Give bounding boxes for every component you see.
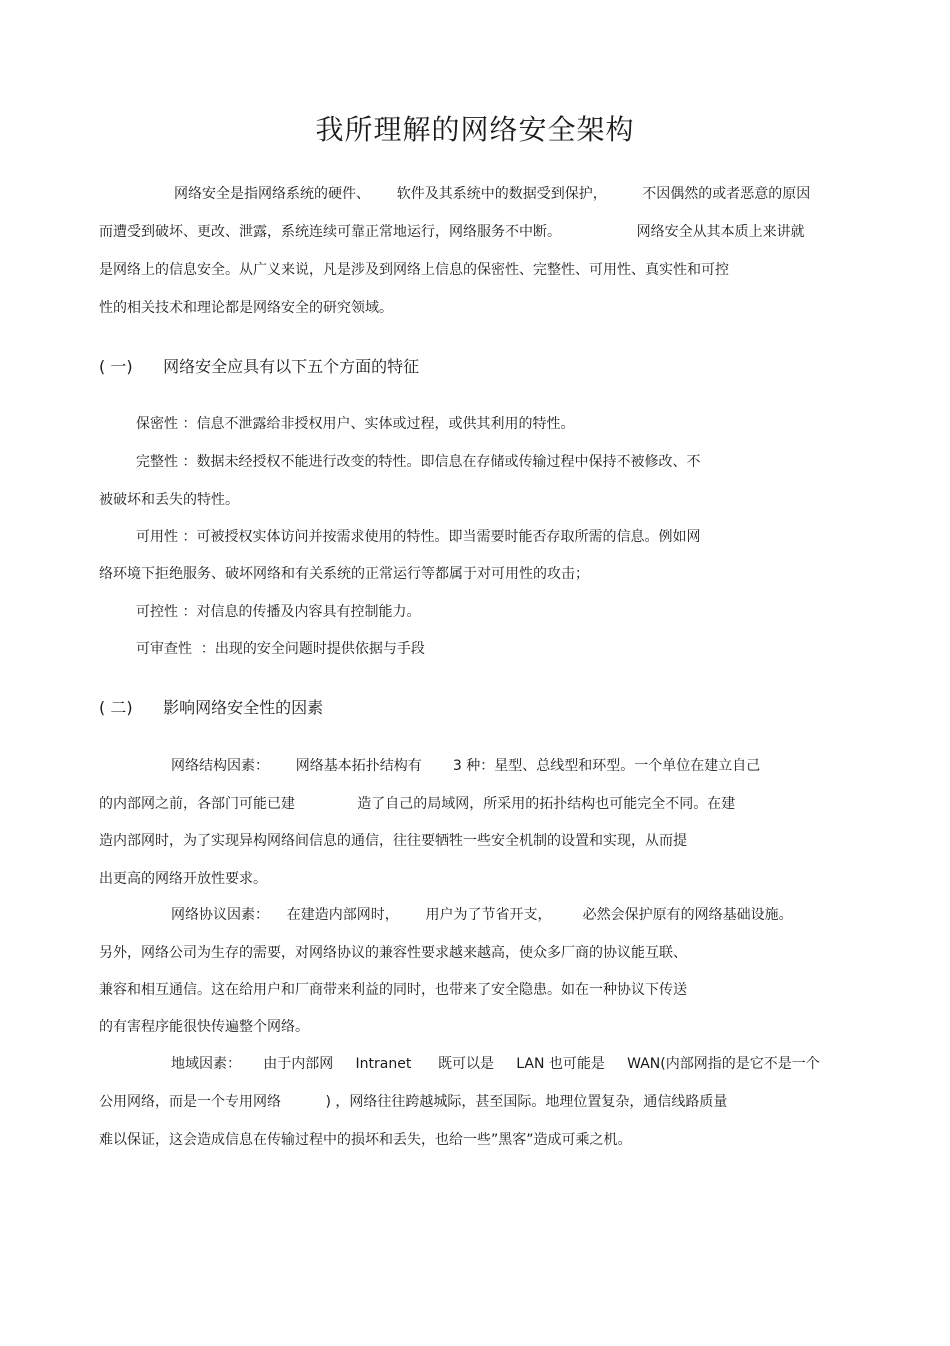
intro-line-3: 是网络上的信息安全。从广义来说，凡是涉及到网络上信息的保密性、完整性、可用性、真实性和可控 — [99, 262, 729, 278]
intro-line-1: 网络安全是指网络系统的硬件、 软件及其系统中的数据受到保护， 不因偶然的或者恶意的原因 — [174, 186, 811, 202]
section-2-line-2: 的内部网之前，各部门可能已建 造了自己的局域网，所采用的拓扑结构也可能完全不同。在建 — [99, 796, 736, 812]
section-1-line-5: 络环境下拒绝服务、破坏网络和有关系统的正常运行等都属于对可用性的攻击； — [99, 566, 589, 582]
section-2-line-8: 的有害程序能很快传遍整个网络。 — [99, 1019, 309, 1035]
section-1-line-3: 被破坏和丢失的特性。 — [99, 492, 239, 508]
intro-line-2: 而遭受到破坏、更改、泄露，系统连续可靠正常地运行，网络服务不中断。 网络安全从其本质上来讲就 — [99, 224, 805, 240]
intro-line-4: 性的相关技术和理论都是网络安全的研究领域。 — [99, 300, 393, 316]
section-2-line-4: 出更高的网络开放性要求。 — [99, 871, 267, 887]
section-2-heading: ( 二) 影响网络安全性的因素 — [99, 698, 324, 717]
section-1-line-6: 可控性 ：对信息的传播及内容具有控制能力。 — [136, 604, 421, 620]
section-2-line-11: 难以保证，这会造成信息在传输过程中的损坏和丢失，也给一些”黑客”造成可乘之机。 — [99, 1132, 632, 1148]
section-2-line-9: 地域因素： 由于内部网 Intranet 既可以是 LAN 也可能是 WAN(内部网指的是它不是一个 — [171, 1056, 820, 1072]
section-1-line-1: 保密性 ：信息不泄露给非授权用户、实体或过程，或供其利用的特性。 — [136, 416, 575, 432]
section-1-line-2: 完整性 ：数据未经授权不能进行改变的特性。即信息在存储或传输过程中保持不被修改、不 — [136, 454, 701, 470]
section-1-line-4: 可用性 ：可被授权实体访问并按需求使用的特性。即当需要时能否存取所需的信息。例如网 — [136, 529, 701, 545]
section-2-line-7: 兼容和相互通信。这在给用户和厂商带来利益的同时，也带来了安全隐患。如在一种协议下传送 — [99, 982, 687, 998]
section-2-line-1: 网络结构因素： 网络基本拓扑结构有 3 种：星型、总线型和环型。一个单位在建立自己 — [171, 758, 761, 774]
section-2-line-10: 公用网络，而是一个专用网络 ) ，网络往往跨越城际，甚至国际。地理位置复杂，通信线路质量 — [99, 1094, 728, 1110]
section-2-line-6: 另外，网络公司为生存的需要，对网络协议的兼容性要求越来越高，使众多厂商的协议能互联、 — [99, 945, 687, 961]
section-1-line-7: 可审查性 ：出现的安全问题时提供依据与手段 — [136, 641, 425, 657]
section-1-heading: ( 一) 网络安全应具有以下五个方面的特征 — [99, 357, 420, 376]
section-2-line-5: 网络协议因素： 在建造内部网时， 用户为了节省开支， 必然会保护原有的网络基础设施。 — [171, 907, 793, 923]
document-title: 我所理解的网络安全架构 — [315, 113, 635, 146]
section-2-line-3: 造内部网时，为了实现异构网络间信息的通信，往往要牺牲一些安全机制的设置和实现，从而提 — [99, 833, 687, 849]
